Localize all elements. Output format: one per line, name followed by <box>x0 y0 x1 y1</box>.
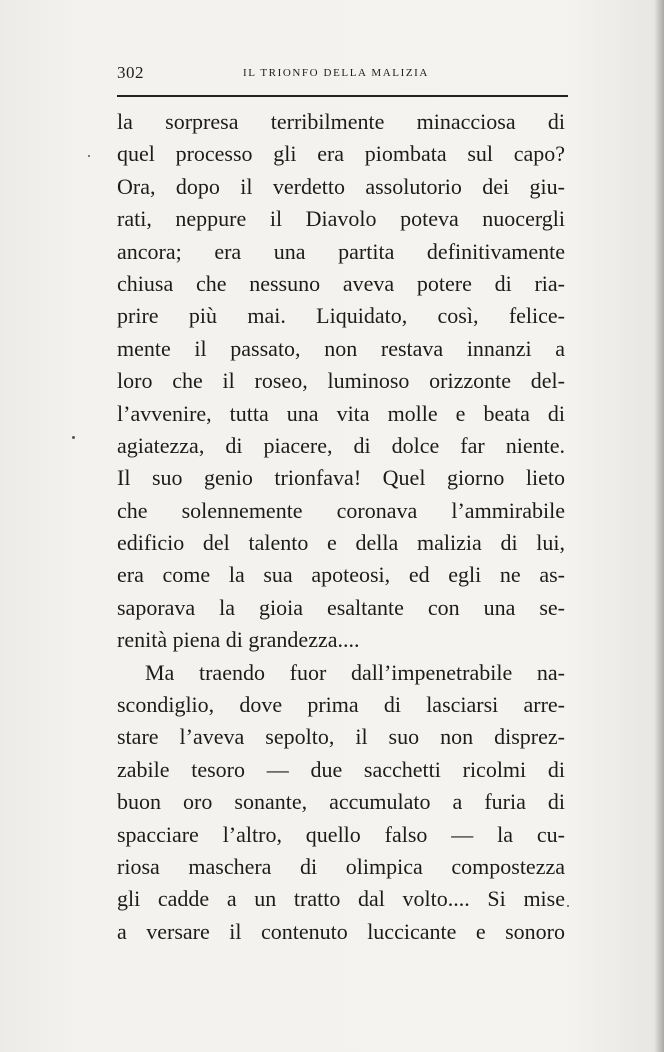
text-line: prire più mai. Liquidato, così, felice- <box>117 303 565 329</box>
text-line: l’avvenire, tutta una vita molle e beata di <box>117 400 565 426</box>
text-line: chiusa che nessuno aveva potere di ria- <box>117 270 565 296</box>
text-line: loro che il roseo, luminoso orizzonte del- <box>117 368 565 394</box>
text-line: edificio del talento e della malizia di lui, <box>117 530 565 556</box>
text-line: riosa maschera di olimpica compostezza <box>117 853 565 879</box>
header-rule <box>117 95 568 97</box>
text-line: a versare il contenuto luccicante e sonoro <box>117 918 565 944</box>
running-head: IL TRIONFO DELLA MALIZIA <box>243 67 429 79</box>
paper-speck <box>567 905 569 907</box>
text-line: spacciare l’altro, quello falso — la cu- <box>117 821 565 847</box>
text-line: gli cadde a un tratto dal volto.... Si mise <box>117 886 565 912</box>
text-line: scondiglio, dove prima di lasciarsi arre- <box>117 692 565 718</box>
page-edge-shadow <box>654 0 664 1052</box>
text-line: zabile tesoro — due sacchetti ricolmi di <box>117 756 565 782</box>
paper-speck <box>88 155 90 157</box>
text-line: ancora; era una partita definitivamente <box>117 238 565 264</box>
text-line: stare l’aveva sepolto, il suo non disprez- <box>117 724 565 750</box>
text-line: mente il passato, non restava innanzi a <box>117 335 565 361</box>
paragraph-start-line: Ma traendo fuor dall’impenetrabile na- <box>145 659 565 685</box>
body-text <box>117 106 565 948</box>
text-line: agiatezza, di piacere, di dolce far niente. <box>117 432 565 458</box>
text-line: era come la sua apoteosi, ed egli ne as- <box>117 562 565 588</box>
text-line: Ora, dopo il verdetto assolutorio dei giu- <box>117 173 565 199</box>
text-line: la sorpresa terribilmente minacciosa di <box>117 109 565 134</box>
text-line: Il suo genio trionfava! Quel giorno lieto <box>117 465 565 491</box>
page-header <box>117 60 569 90</box>
page-number: 302 <box>117 63 144 82</box>
paper-speck <box>72 436 75 439</box>
text-line: che solennemente coronava l’ammirabile <box>117 497 565 523</box>
text-line: quel processo gli era piombata sul capo? <box>117 141 565 167</box>
paragraph-end-line: renità piena di grandezza.... <box>117 627 360 653</box>
text-line: rati, neppure il Diavolo poteva nuocergli <box>117 206 565 232</box>
text-line: saporava la gioia esaltante con una se- <box>117 594 565 620</box>
text-line: buon oro sonante, accumulato a furia di <box>117 789 565 815</box>
